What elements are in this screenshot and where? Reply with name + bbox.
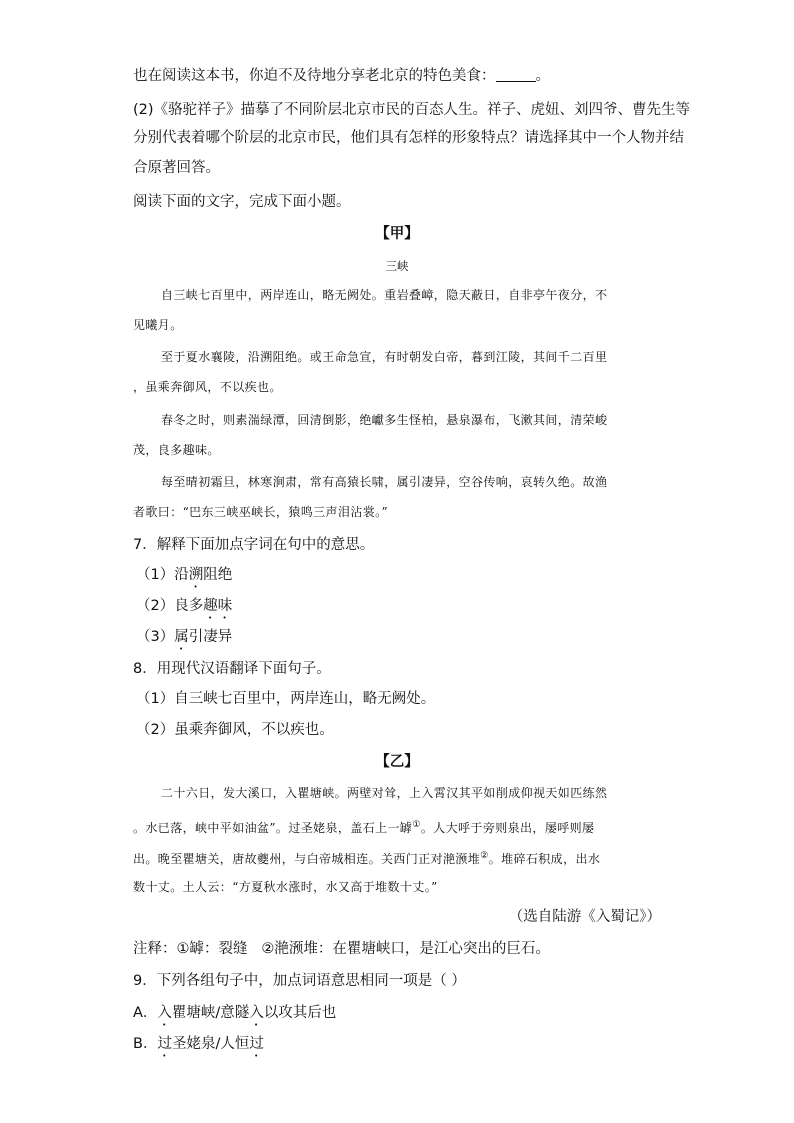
dotted-word: 过	[157, 1036, 172, 1052]
item-number: （3）	[136, 629, 175, 645]
question-2-line-2: 分别代表着哪个阶层的北京市民，他们具有怎样的形象特点？请选择其中一个人物并结	[133, 130, 684, 146]
note-marker: ①	[412, 820, 421, 830]
dotted-word: 属	[174, 629, 189, 645]
note-text: 滟滪堆：在瞿塘峡口，是江心突出的巨石。	[274, 941, 550, 957]
question-9-option-a[interactable]	[133, 1003, 336, 1029]
read-instruction: 阅读下面的文字，完成下面小题。	[133, 194, 351, 210]
question-2-line-3: 合原著回答。	[133, 160, 220, 176]
question-7-item	[136, 627, 232, 653]
option-label: B．	[133, 1036, 158, 1052]
question-8-item: （2）虽乘奔御风，不以疾也。	[136, 722, 334, 738]
note-marker: ②	[480, 851, 489, 861]
passage-a-line: 至于夏水襄陵，沿溯阻绝。或王命急宣，有时朝发白帝，暮到江陵，其间千二百里	[161, 350, 608, 364]
passage-a-title: 三峡	[385, 259, 409, 273]
note-marker: ②	[261, 941, 275, 957]
dotted-word: 过	[249, 1036, 264, 1052]
note-marker: ①	[176, 941, 190, 957]
question-2-line-1: (2)《骆驼祥子》描摹了不同阶层北京市民的百态人生。祥子、虎妞、刘四爷、曹先生等	[133, 102, 691, 118]
passage-b-line: 二十六日，发大溪口，入瞿塘峡。两壁对耸，上入霄汉其平如削成仰视天如匹练然	[161, 786, 608, 800]
option-text: 瞿塘峡/意隧	[171, 1005, 250, 1021]
passage-a-line: 春冬之时，则素湍绿潭，回清倒影，绝巘多生怪柏，悬泉瀑布，飞漱其间，清荣峻	[161, 413, 608, 427]
answer-blank[interactable]	[496, 67, 536, 82]
passage-a-line: 自三峡七百里中，两岸连山，略无阙处。重岩叠嶂，隐天蔽日，自非亭午夜分，不	[161, 288, 608, 302]
passage-b-line	[133, 816, 594, 837]
dotted-word: 入	[157, 1005, 172, 1021]
passage-b-label: 【乙】	[375, 754, 419, 770]
item-text: 良多	[174, 598, 204, 614]
question-8-stem: 8．用现代汉语翻译下面句子。	[133, 661, 331, 677]
notes-label: 注释：	[133, 941, 177, 957]
passage-b-text: 。堆碎石积成，出水	[488, 852, 601, 866]
item-number: （2）	[136, 598, 175, 614]
question-7-item	[136, 596, 232, 622]
option-text: 圣姥泉/人恒	[171, 1036, 250, 1052]
item-text: 引凄异	[188, 629, 233, 645]
passage-a-line: 者歌曰：“巴东三峡巫峡长，猿鸣三声泪沾裳。”	[133, 505, 389, 519]
annotation-notes	[133, 939, 550, 959]
intro-text: 也在阅读这本书，你迫不及待地分享老北京的特色美食：	[133, 68, 496, 84]
item-number: （1）	[136, 567, 175, 583]
question-9-stem: 9．下列各组句子中，加点词语意思相同一项是（ ）	[133, 973, 466, 989]
passage-b-text: 。人大呼于旁则泉出，屡呼则屡	[420, 821, 595, 835]
item-text: 沿	[174, 567, 189, 583]
passage-a-line: 每至晴初霜旦，林寒涧肃，常有高猿长啸，属引凄异，空谷传响，哀转久绝。故渔	[161, 475, 608, 489]
passage-a-line: 见曦月。	[133, 318, 183, 332]
passage-b-text: 出。晚至瞿塘关，唐故夔州，与白帝城相连。关西门正对滟滪堆	[133, 852, 481, 866]
passage-a-label: 【甲】	[375, 226, 419, 242]
question-9-option-b[interactable]	[133, 1034, 264, 1060]
note-text: 罅：裂缝	[189, 941, 248, 957]
passage-a-line: ，虽乘奔御风，不以疾也。	[133, 380, 282, 394]
dotted-word: 入	[249, 1005, 264, 1021]
passage-b-text: 。水已落，峡中平如油盆”。过圣姥泉，盖石上一罅	[133, 821, 413, 835]
dotted-word: 溯	[188, 567, 204, 583]
option-text: 以攻其后也	[263, 1005, 337, 1021]
intro-text-end: 。	[535, 68, 550, 84]
question-7-stem: 7．解释下面加点字词在句中的意思。	[133, 537, 375, 553]
question-8-item: （1）自三峡七百里中，两岸连山，略无阙处。	[136, 691, 436, 707]
intro-line-1	[133, 66, 550, 86]
dotted-word: 趣味	[203, 598, 233, 614]
option-label: A．	[133, 1005, 158, 1021]
passage-b-source: （选自陆游《入蜀记》）	[508, 909, 661, 925]
passage-b-line: 数十丈。土人云：“方夏秋水涨时，水又高于堆数十丈。”	[133, 880, 438, 894]
passage-b-line	[133, 847, 600, 868]
item-text: 阻绝	[203, 567, 233, 583]
question-7-item	[136, 565, 232, 591]
passage-a-line: 茂，良多趣味。	[133, 443, 220, 457]
